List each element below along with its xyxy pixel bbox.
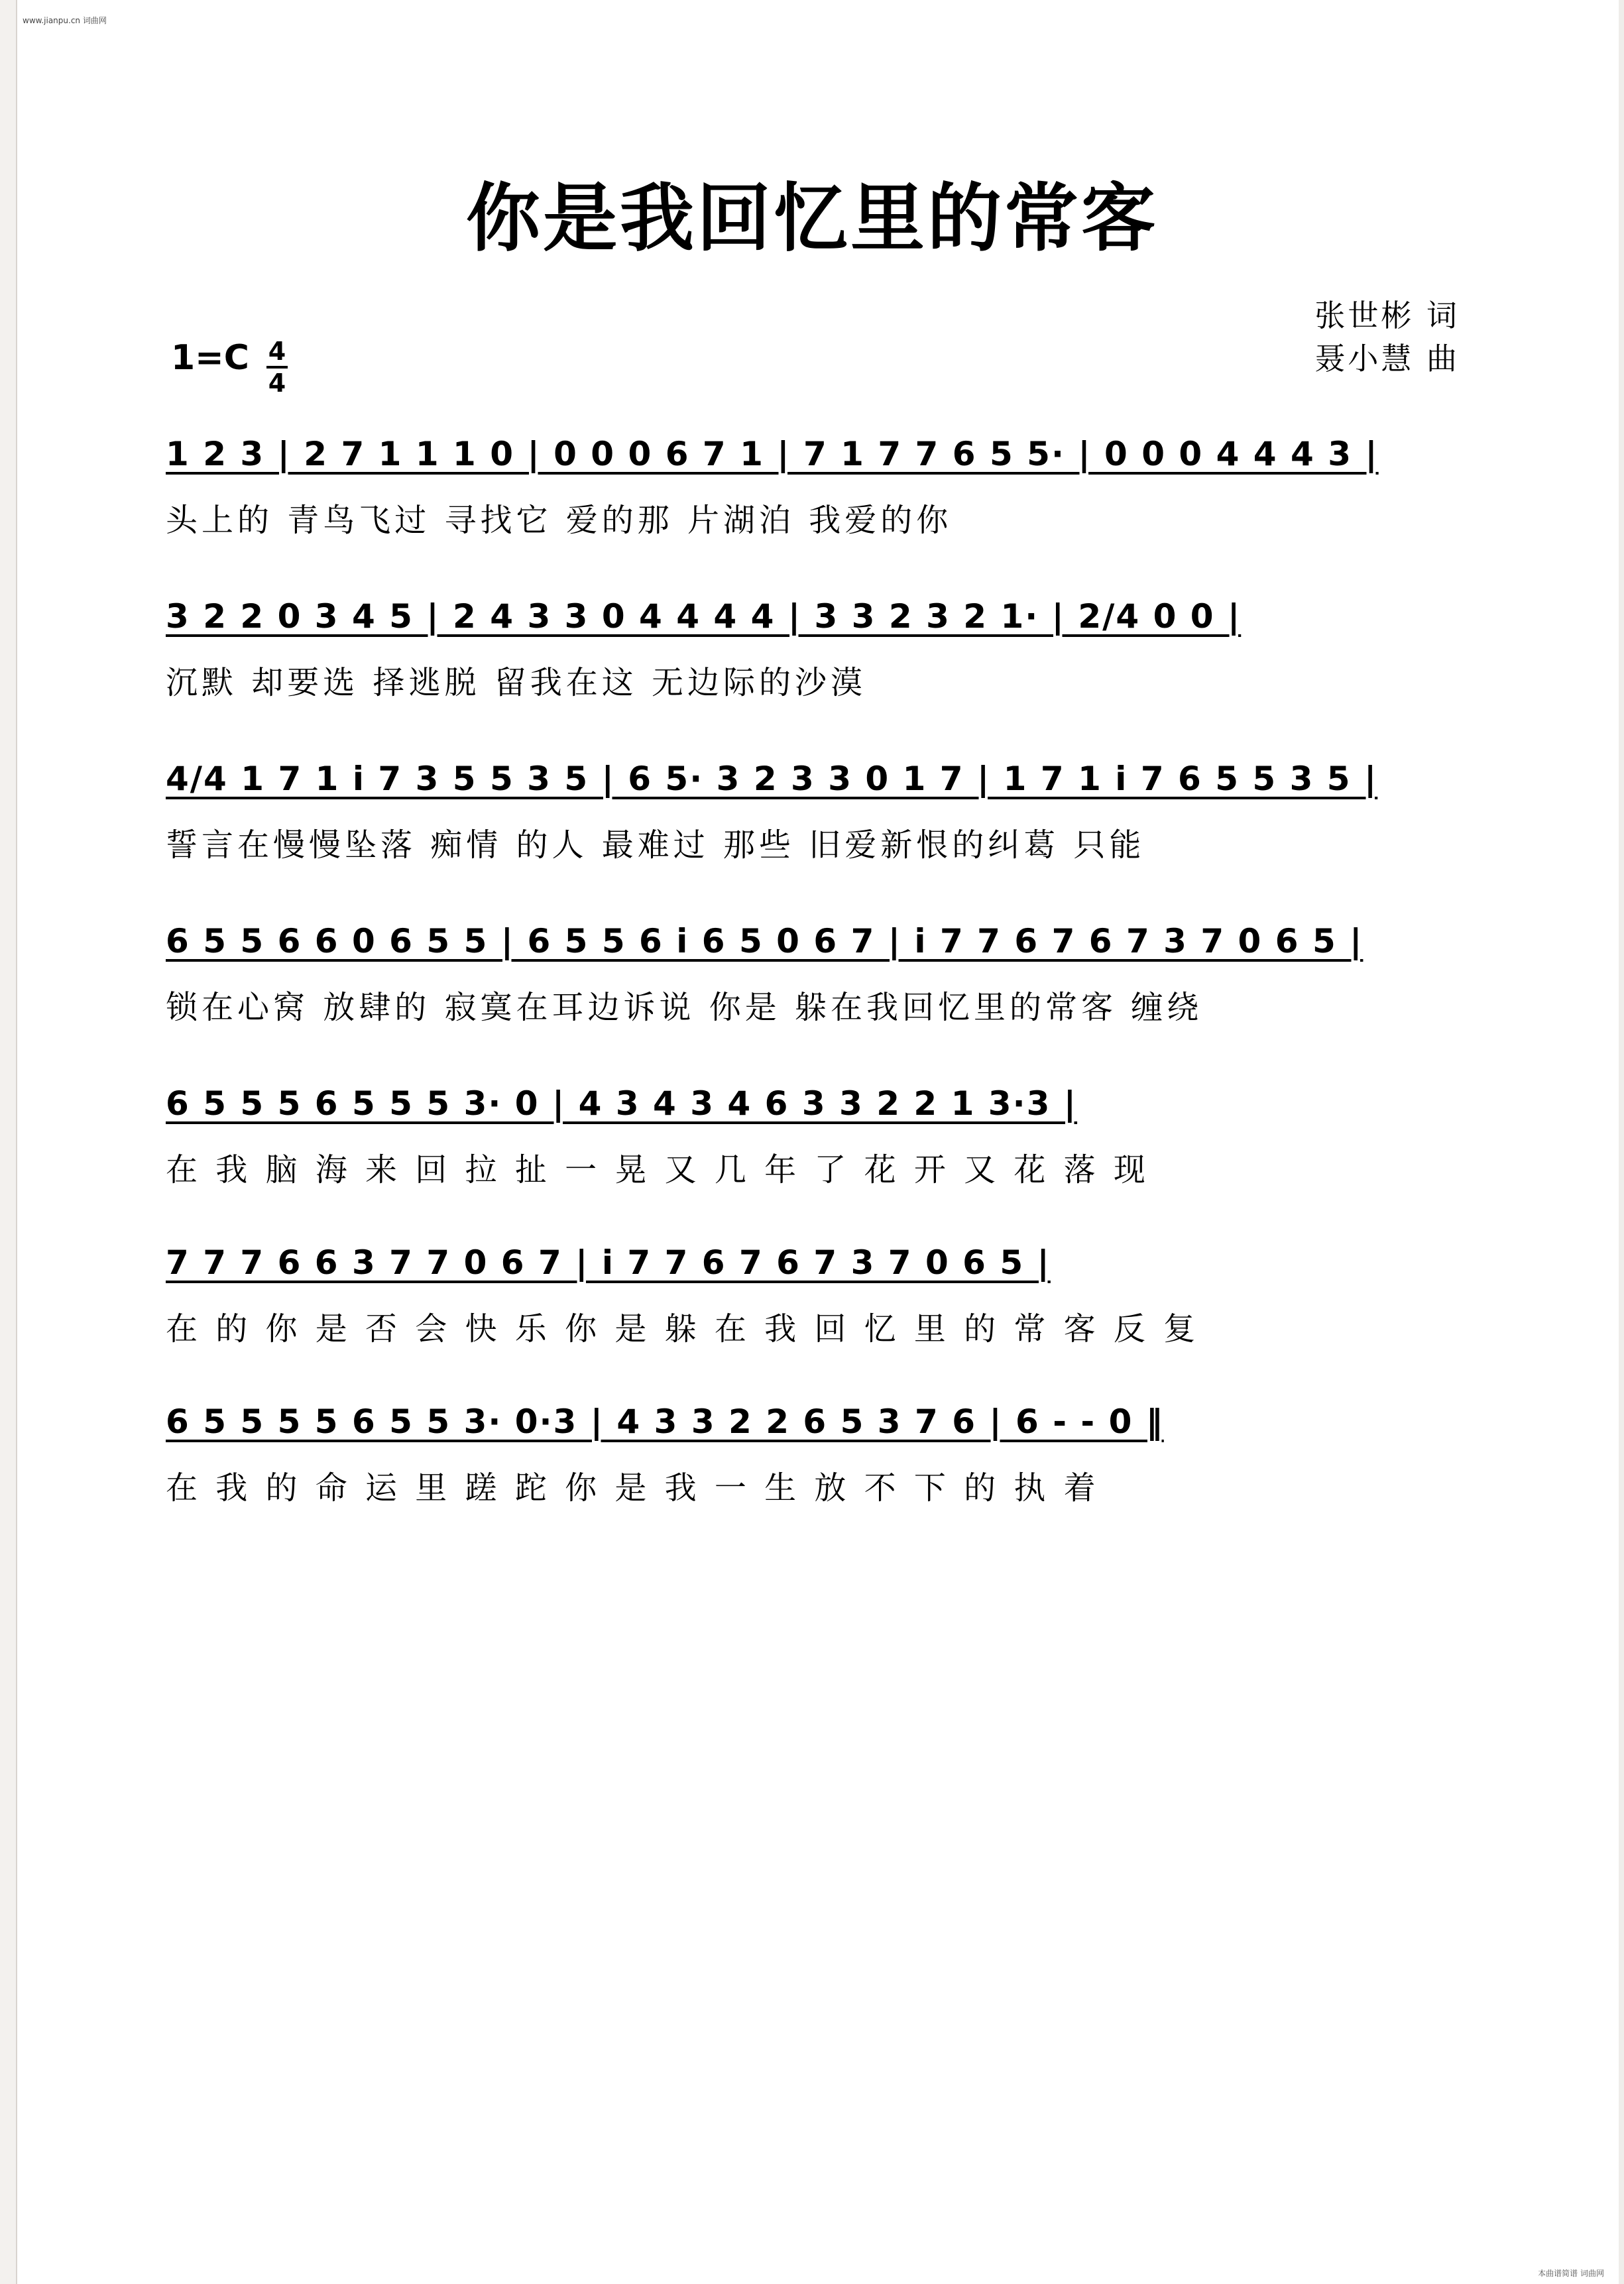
lyrics-line: 沉默 却要选 择逃脱 留我在这 无边际的沙漠 <box>166 664 867 701</box>
site-url: www.jianpu.cn 词曲网 <box>23 16 107 25</box>
lyrics-line: 在 我 的 命 运 里 蹉 跎 你 是 我 一 生 放 不 下 的 执 着 <box>166 1469 1100 1507</box>
lyrics-line: 在 的 你 是 否 会 快 乐 你 是 躲 在 我 回 忆 里 的 常 客 反 复 <box>166 1310 1200 1347</box>
notes-line: 4/4 1 7 1 i 7 3 5 5 3 5 | 6 5· 3 2 3 3 0 1 7 | 1 7 1 i 7 6 5 5 3 5 | <box>166 760 1378 798</box>
footer-note: 本曲谱简谱 词曲网 <box>1538 2269 1604 2278</box>
staff-system-7 <box>166 1399 1465 1507</box>
right-margin-strip <box>1619 0 1624 2284</box>
lyrics-line: 锁在心窝 放肆的 寂寞在耳边诉说 你是 躲在我回忆里的常客 缠绕 <box>166 989 1203 1026</box>
notes-line: 6 5 5 6 6 0 6 5 5 | 6 5 5 6 i 6 5 0 6 7 | i 7 7 6 7 6 7 3 7 0 6 5 | <box>166 922 1363 960</box>
notes-line: 6 5 5 5 5 6 5 5 3· 0·3 | 4 3 3 2 2 6 5 3 7 6 | 6 - - 0 ‖ <box>166 1402 1164 1441</box>
notes-line: 6 5 5 5 6 5 5 5 3· 0 | 4 3 4 3 4 6 3 3 2 2 1 3·3 | <box>166 1084 1078 1123</box>
composer-credit: 聂小慧 曲 <box>1314 341 1460 376</box>
staff-system-1 <box>166 431 1465 539</box>
notes-line: 1 2 3 | 2 7 1 1 1 0 | 0 0 0 6 7 1 | 7 1 7 7 6 5 5· | 0 0 0 4 4 4 3 | <box>166 435 1379 473</box>
lyrics-line: 头上的 青鸟飞过 寻找它 爱的那 片湖泊 我爱的你 <box>166 502 953 539</box>
lyricist-credit: 张世彬 词 <box>1314 298 1460 333</box>
left-margin-strip <box>0 0 17 2284</box>
staff-system-3 <box>166 756 1465 864</box>
staff-system-4 <box>166 918 1465 1026</box>
lyrics-line: 誓言在慢慢坠落 痴情 的人 最难过 那些 旧爱新恨的纠葛 只能 <box>166 827 1145 864</box>
notes-line: 7 7 7 6 6 3 7 7 0 6 7 | i 7 7 6 7 6 7 3 7 0 6 5 | <box>166 1243 1051 1282</box>
song-title: 你是我回忆里的常客 <box>466 175 1158 262</box>
staff-system-5 <box>166 1080 1465 1188</box>
staff-system-6 <box>166 1239 1465 1347</box>
lyrics-line: 在 我 脑 海 来 回 拉 扯 一 晃 又 几 年 了 花 开 又 花 落 现 <box>166 1151 1149 1188</box>
staff-system-2 <box>166 593 1465 701</box>
notes-line: 3 2 2 0 3 4 5 | 2 4 3 3 0 4 4 4 4 | 3 3 2 3 2 1· | 2/4 0 0 | <box>166 597 1242 636</box>
key-signature: 1=C <box>171 338 249 378</box>
time-signature: 4 4 <box>266 338 288 396</box>
